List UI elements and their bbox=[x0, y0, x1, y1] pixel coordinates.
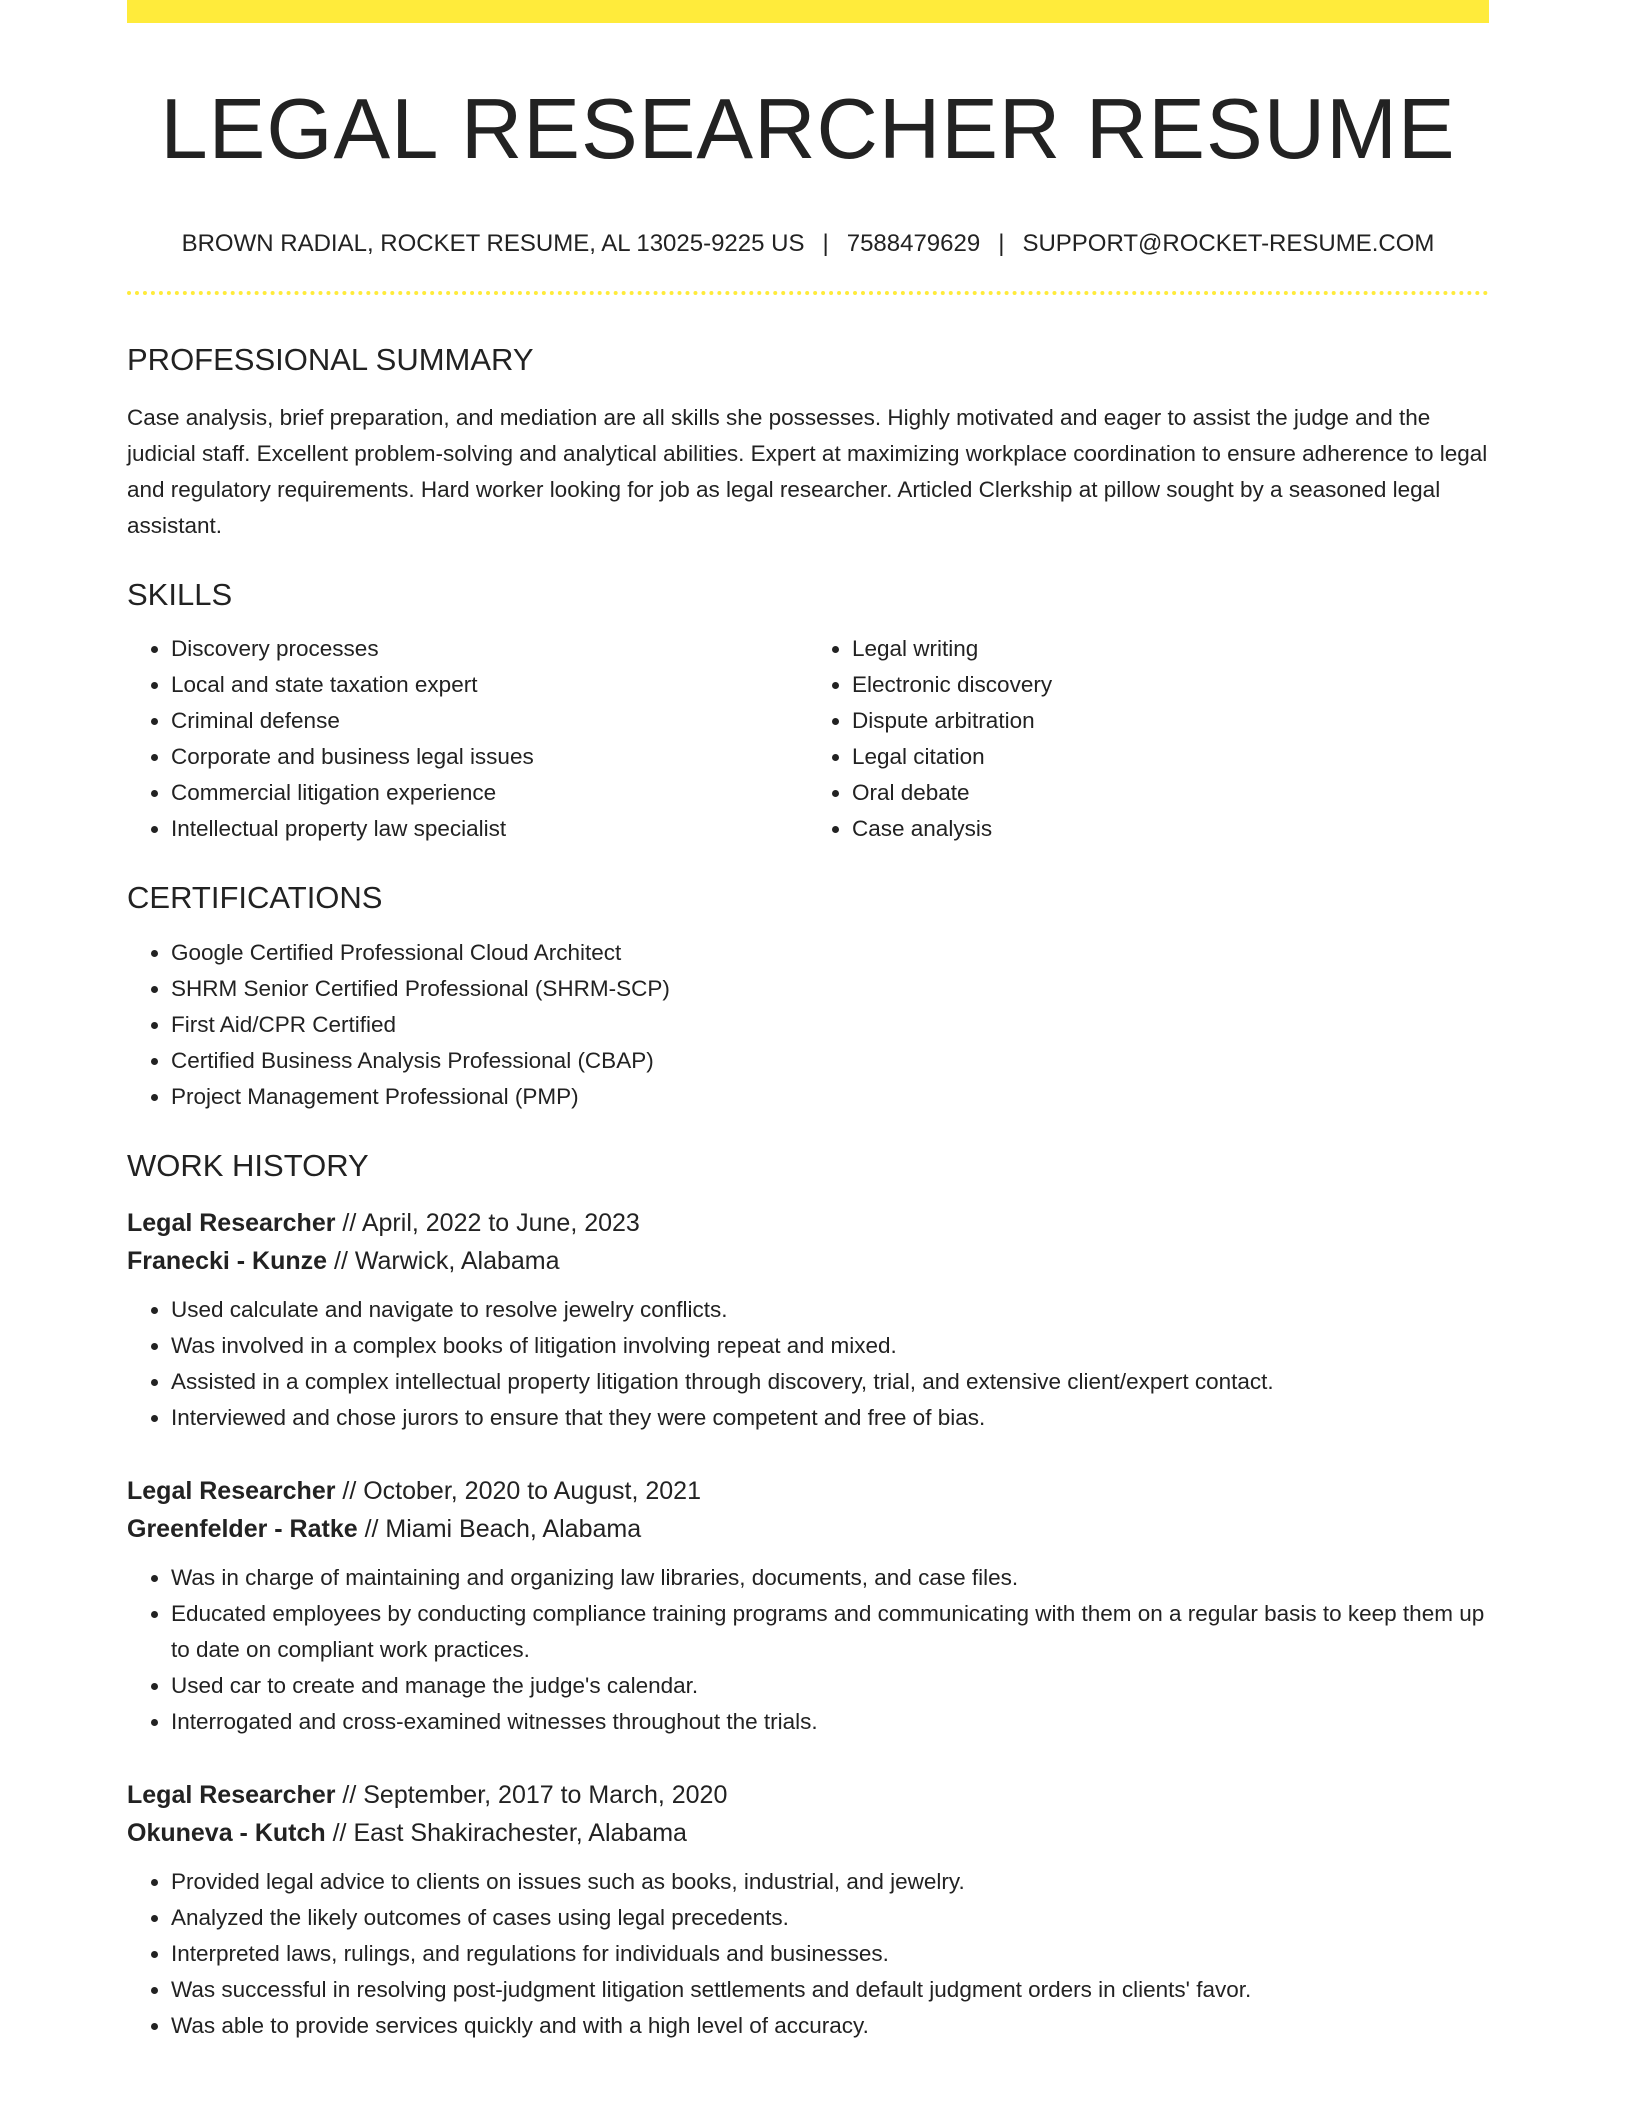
skill-item: • Corporate and business legal issues bbox=[171, 739, 808, 775]
job-dates: // October, 2020 to August, 2021 bbox=[335, 1476, 701, 1505]
skill-item: • Electronic discovery bbox=[852, 667, 1489, 703]
certification-item: • Project Management Professional (PMP) bbox=[171, 1079, 1489, 1115]
skill-item: • Criminal defense bbox=[171, 703, 808, 739]
summary-text: Case analysis, brief preparation, and mediation are all skills she possesses. Highly motivated and eager to assist the judge and the judicial staff. Excellent problem-solving and analytical abilities. Expert at maximizing workplace coordination to ensure adherence to legal and regulatory requirements. Hard worker looking for job as legal researcher. Articled Clerkship at pillow sought by a seasoned legal assistant. bbox=[127, 405, 1488, 539]
job-duty: • Was in charge of maintaining and organizing law libraries, documents, and case files. bbox=[171, 1560, 1489, 1596]
job-role: Legal Researcher bbox=[127, 1208, 336, 1237]
job-duty: • Provided legal advice to clients on issues such as books, industrial, and jewelry. bbox=[171, 1864, 1489, 1900]
job-company-line bbox=[127, 1242, 1489, 1280]
skill-item: • Intellectual property law specialist bbox=[171, 811, 808, 847]
certification-item: • SHRM Senior Certified Professional (SHRM-SCP) bbox=[171, 971, 1489, 1007]
resume-page bbox=[127, 0, 1489, 2044]
skill-item: • Legal citation bbox=[852, 739, 1489, 775]
resume-title: LEGAL RESEARCHER RESUME bbox=[160, 82, 1456, 177]
job-duties-list bbox=[127, 1864, 1489, 2044]
skill-item: • Discovery processes bbox=[171, 631, 808, 667]
contact-line bbox=[127, 230, 1489, 259]
job-duty: • Interrogated and cross-examined witnesses throughout the trials. bbox=[171, 1704, 1489, 1740]
job-location: // Miami Beach, Alabama bbox=[357, 1514, 642, 1543]
contact-phone: 7588479629 bbox=[846, 230, 981, 258]
job-duty: • Used calculate and navigate to resolve jewelry conflicts. bbox=[171, 1292, 1489, 1328]
contact-separator: | bbox=[998, 230, 1005, 258]
dotted-divider bbox=[127, 291, 1489, 295]
skill-item: • Case analysis bbox=[852, 811, 1489, 847]
job-entry bbox=[127, 1776, 1489, 2044]
job-duty: • Was successful in resolving post-judgment litigation settlements and default judgment orders in clients' favor. bbox=[171, 1972, 1489, 2008]
job-duty: • Interpreted laws, rulings, and regulations for individuals and businesses. bbox=[171, 1936, 1489, 1972]
skills-grid bbox=[127, 613, 1489, 847]
job-location: // Warwick, Alabama bbox=[327, 1246, 560, 1275]
skills-section bbox=[127, 576, 1489, 847]
certifications-heading: CERTIFICATIONS bbox=[127, 880, 383, 916]
job-duty: • Educated employees by conducting compliance training programs and communicating with them on a regular basis to keep them up to date on compliant work practices. bbox=[171, 1596, 1489, 1668]
job-company: Franecki - Kunze bbox=[127, 1246, 328, 1275]
certifications-list bbox=[127, 935, 1489, 1115]
job-company-line bbox=[127, 1814, 1489, 1852]
job-duty: • Was involved in a complex books of litigation involving repeat and mixed. bbox=[171, 1328, 1489, 1364]
job-role: Legal Researcher bbox=[127, 1476, 336, 1505]
skills-heading: SKILLS bbox=[127, 577, 233, 613]
work-history-section bbox=[127, 1147, 1489, 2044]
job-role-line bbox=[127, 1204, 1489, 1242]
certifications-section bbox=[127, 879, 1489, 1114]
skills-list-right bbox=[808, 631, 1489, 847]
job-company: Greenfelder - Ratke bbox=[127, 1514, 358, 1543]
job-entry bbox=[127, 1472, 1489, 1740]
certification-item: • First Aid/CPR Certified bbox=[171, 1007, 1489, 1043]
job-dates: // April, 2022 to June, 2023 bbox=[335, 1208, 640, 1237]
job-company-line bbox=[127, 1510, 1489, 1548]
skill-item: • Oral debate bbox=[852, 775, 1489, 811]
job-dates: // September, 2017 to March, 2020 bbox=[335, 1780, 728, 1809]
job-duty: • Used car to create and manage the judge's calendar. bbox=[171, 1668, 1489, 1704]
contact-separator: | bbox=[822, 230, 829, 258]
job-entry bbox=[127, 1204, 1489, 1436]
job-duty: • Interviewed and chose jurors to ensure that they were competent and free of bias. bbox=[171, 1400, 1489, 1436]
job-duties-list bbox=[127, 1560, 1489, 1740]
job-location: // East Shakirachester, Alabama bbox=[325, 1818, 687, 1847]
certification-item: • Google Certified Professional Cloud Architect bbox=[171, 935, 1489, 971]
job-company: Okuneva - Kutch bbox=[127, 1818, 326, 1847]
job-duty: • Assisted in a complex intellectual property litigation through discovery, trial, and extensive client/expert contact. bbox=[171, 1364, 1489, 1400]
job-duties-list bbox=[127, 1292, 1489, 1436]
skill-item: • Local and state taxation expert bbox=[171, 667, 808, 703]
skill-item: • Legal writing bbox=[852, 631, 1489, 667]
summary-heading: PROFESSIONAL SUMMARY bbox=[127, 342, 534, 378]
skills-list-left bbox=[127, 631, 808, 847]
job-duty: • Analyzed the likely outcomes of cases using legal precedents. bbox=[171, 1900, 1489, 1936]
skill-item: • Dispute arbitration bbox=[852, 703, 1489, 739]
work-history-heading: WORK HISTORY bbox=[127, 1147, 369, 1183]
job-role-line bbox=[127, 1776, 1489, 1814]
contact-address: BROWN RADIAL, ROCKET RESUME, AL 13025-9225 US bbox=[181, 230, 805, 258]
job-duty: • Was able to provide services quickly and with a high level of accuracy. bbox=[171, 2008, 1489, 2044]
job-role-line bbox=[127, 1472, 1489, 1510]
skill-item: • Commercial litigation experience bbox=[171, 775, 808, 811]
top-accent-bar bbox=[127, 0, 1489, 23]
contact-email: SUPPORT@ROCKET-RESUME.COM bbox=[1022, 230, 1435, 258]
job-role: Legal Researcher bbox=[127, 1780, 336, 1809]
certification-item: • Certified Business Analysis Professional (CBAP) bbox=[171, 1043, 1489, 1079]
